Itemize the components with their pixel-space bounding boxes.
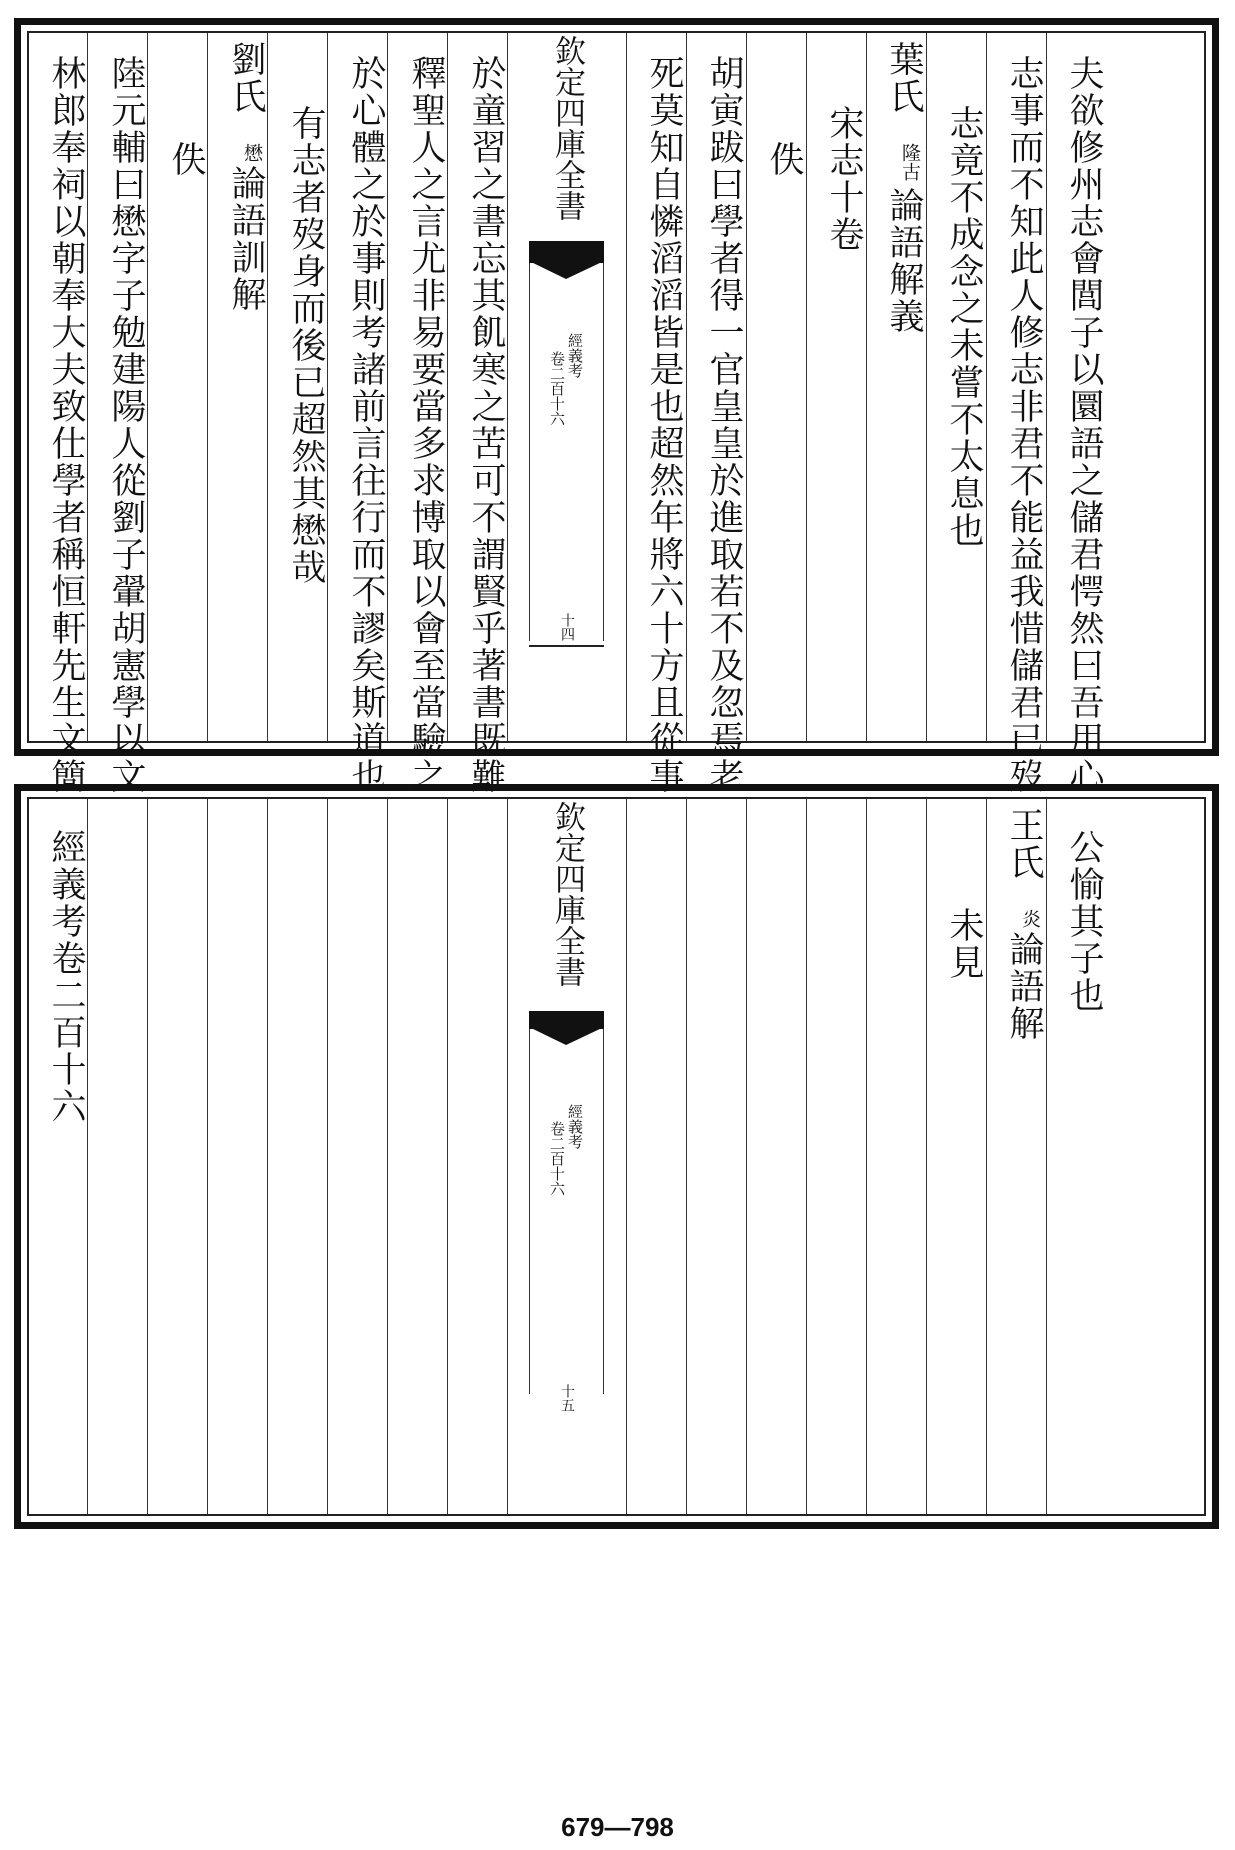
volume-end-title: 經義考卷二百十六	[46, 829, 86, 1125]
text-column-6: 佚	[764, 141, 804, 178]
gutter-page-number: 十五	[559, 1384, 575, 1412]
author-name: 劉氏	[226, 41, 266, 115]
bottom-gutter	[507, 799, 626, 1514]
gutter-fish-tail	[529, 241, 604, 263]
text-column-12: 有志者歿身而後已超然其懋哉	[286, 105, 326, 586]
text-column-2: 志事而不知此人修志非君不能益我惜儲君已歿	[1004, 55, 1044, 795]
top-page	[14, 18, 1219, 795]
gutter-volume: 卷二百十六	[548, 1121, 566, 1196]
gutter-side-rule-left	[529, 263, 530, 641]
author-given-name: 隆古	[899, 143, 921, 181]
gutter-book-name: 經義考	[566, 333, 584, 378]
text-column-1: 公愉其子也	[1064, 829, 1104, 1014]
text-column-14: 佚	[166, 141, 206, 178]
text-column-15: 陸元輔曰懋字子勉建陽人從劉子翬胡憲學以文	[106, 55, 146, 795]
book-title: 論語解	[1004, 931, 1044, 1042]
top-page-inner-frame	[27, 31, 1206, 795]
gutter-side-rule-right	[603, 1029, 604, 1394]
text-column-11: 於心體之於事則考諸前言往行而不謬矣斯道也	[346, 55, 386, 795]
text-column-3: 志竟不成念之未嘗不太息也	[944, 105, 984, 549]
text-column-3: 未見	[944, 907, 984, 981]
author-name: 王氏	[1004, 807, 1044, 881]
gutter-side-rule-right	[603, 263, 604, 641]
gutter-page-number: 十四	[559, 613, 575, 641]
text-column-1: 夫欲修州志會閭子以圜語之儲君愕然曰吾用心	[1064, 55, 1104, 795]
text-column-5: 宋志十卷	[824, 105, 864, 253]
gutter-side-rule-left	[529, 1029, 530, 1394]
text-column-8: 死莫知自憐滔滔皆是也超然年將六十方且從事	[644, 55, 684, 795]
author-given-name: 炎	[1019, 909, 1041, 928]
text-column-9: 於童習之書忘其飢寒之苦可不謂賢乎著書既難	[466, 55, 506, 795]
book-title: 論語訓解	[226, 165, 266, 313]
gutter-title: 欽定四庫全書	[549, 35, 585, 221]
gutter-volume: 卷二百十六	[548, 351, 566, 426]
gutter-book-name: 經義考	[566, 1104, 584, 1149]
bottom-page	[14, 784, 1219, 1529]
author-given-name: 懋	[241, 143, 263, 162]
gutter-bottom-rule	[529, 645, 604, 647]
gutter-title: 欽定四庫全書	[549, 801, 585, 987]
gutter-fish-tail-notch	[529, 1027, 604, 1045]
text-column-10: 釋聖人之言尤非易要當多求博取以會至當驗之	[406, 55, 446, 795]
top-gutter	[507, 33, 626, 741]
bottom-page-inner-frame	[27, 797, 1206, 1516]
page-footer-number: 679—798	[561, 1812, 674, 1842]
book-title: 論語解義	[884, 187, 924, 335]
author-name: 葉氏	[884, 41, 924, 115]
text-column-7: 胡寅跋曰學者得一官皇皇於進取若不及忽焉老	[704, 55, 744, 795]
gutter-fish-tail-notch	[529, 261, 604, 279]
text-column-16: 林郎奉祠以朝奉大夫致仕學者稱恒軒先生文簡	[46, 55, 86, 795]
